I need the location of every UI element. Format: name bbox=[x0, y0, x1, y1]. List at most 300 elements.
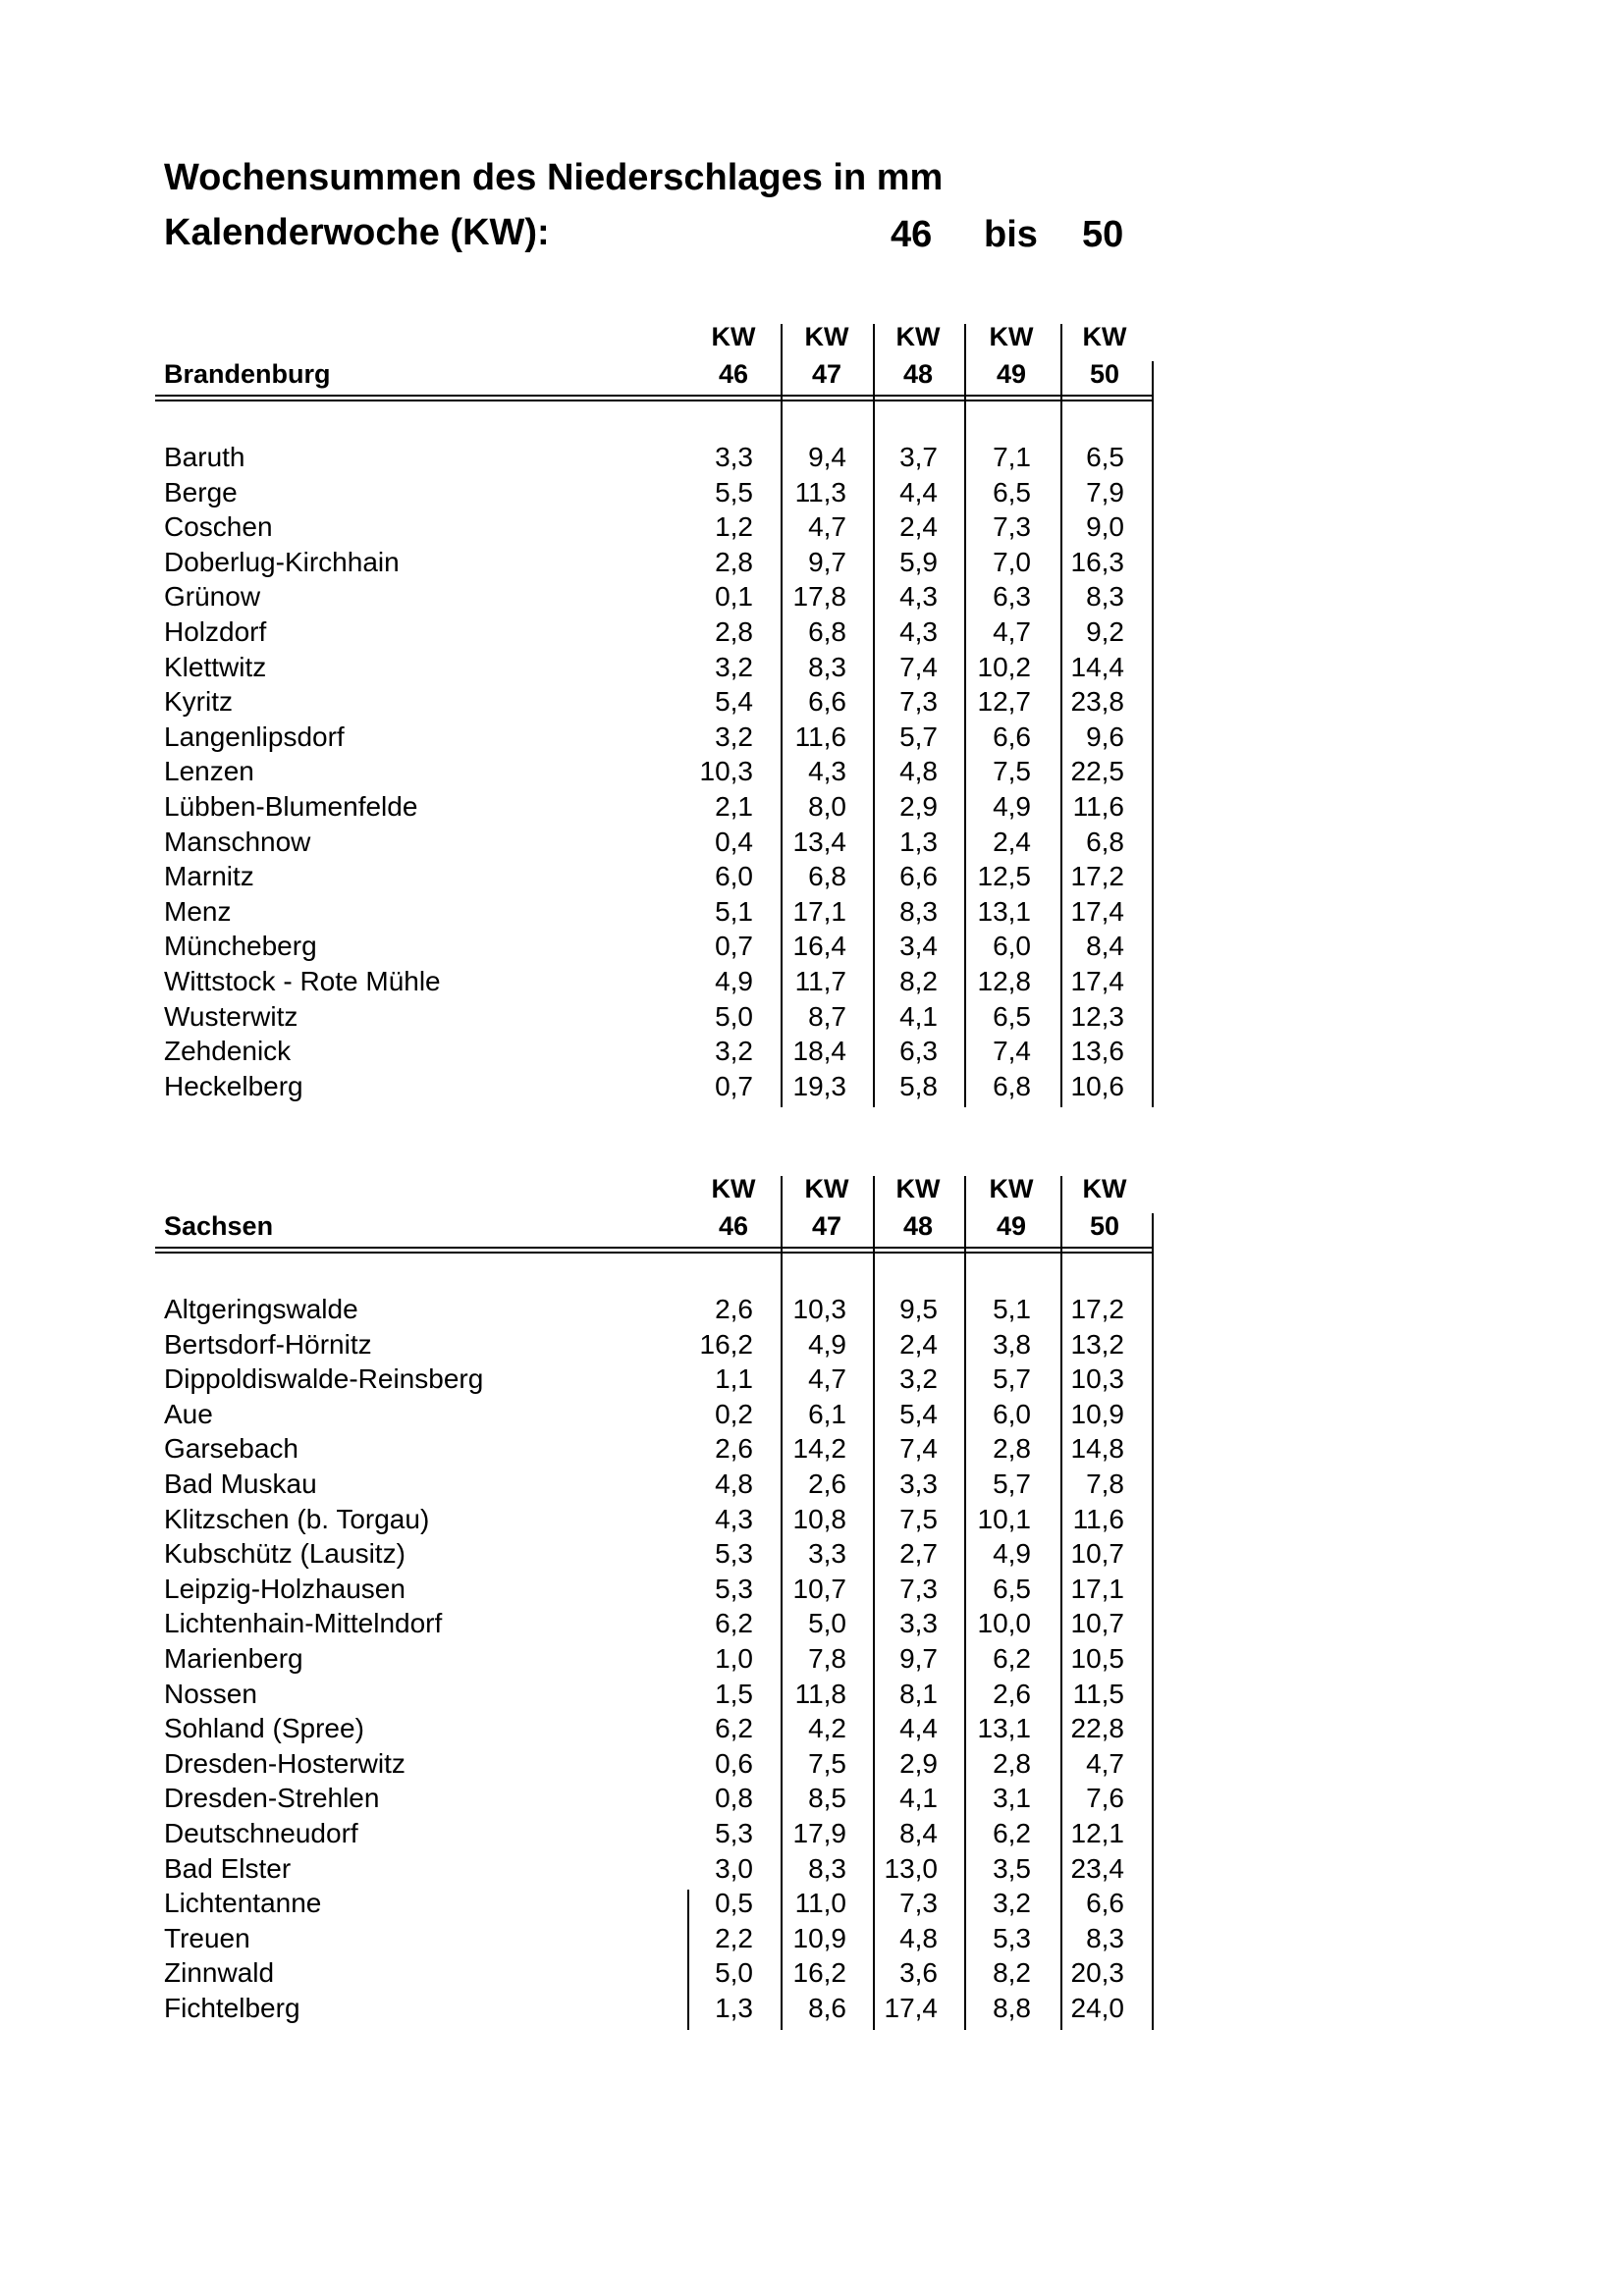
precipitation-value: 10,3 bbox=[792, 1294, 846, 1324]
precipitation-value: 5,0 bbox=[715, 1957, 753, 1989]
table-row bbox=[0, 1711, 1624, 1745]
precipitation-value: 6,2 bbox=[715, 1608, 753, 1639]
station-name: Altgeringswalde bbox=[164, 1294, 358, 1324]
station-name: Fichtelberg bbox=[164, 1993, 300, 2023]
precipitation-value: 17,4 bbox=[884, 1993, 938, 2023]
precipitation-value: 6,0 bbox=[993, 1398, 1031, 1429]
precipitation-value: 6,5 bbox=[993, 1000, 1031, 1032]
station-name: Leipzig-Holzhausen bbox=[164, 1573, 406, 1604]
precipitation-value: 8,0 bbox=[808, 791, 846, 822]
precipitation-value: 7,0 bbox=[993, 546, 1031, 577]
calendar-week-to: 50 bbox=[1082, 214, 1124, 255]
precipitation-value: 8,3 bbox=[1086, 1922, 1124, 1953]
precipitation-value: 10,3 bbox=[1070, 1363, 1124, 1395]
station-name: Lübben-Blumenfelde bbox=[164, 791, 418, 822]
station-name: Sohland (Spree) bbox=[164, 1713, 364, 1744]
precipitation-value: 7,6 bbox=[1086, 1783, 1124, 1814]
column-header-kw: KW bbox=[1082, 322, 1127, 351]
precipitation-value: 2,8 bbox=[993, 1433, 1031, 1465]
station-name: Heckelberg bbox=[164, 1070, 303, 1101]
precipitation-value: 17,4 bbox=[1070, 895, 1124, 927]
precipitation-value: 5,3 bbox=[715, 1818, 753, 1848]
precipitation-value: 5,3 bbox=[715, 1538, 753, 1570]
table-row bbox=[0, 825, 1624, 859]
table-row bbox=[0, 1069, 1624, 1103]
station-name: Kubschütz (Lausitz) bbox=[164, 1538, 406, 1570]
precipitation-value: 17,1 bbox=[792, 895, 846, 927]
precipitation-value: 4,1 bbox=[899, 1000, 938, 1032]
precipitation-value: 6,1 bbox=[808, 1398, 846, 1429]
table-row bbox=[0, 1955, 1624, 1990]
precipitation-value: 17,8 bbox=[792, 581, 846, 613]
table-row bbox=[0, 440, 1624, 474]
precipitation-value: 2,4 bbox=[899, 1328, 938, 1360]
precipitation-value: 6,5 bbox=[993, 476, 1031, 507]
precipitation-value: 4,7 bbox=[1086, 1747, 1124, 1779]
station-name: Wusterwitz bbox=[164, 1000, 298, 1032]
precipitation-value: 10,1 bbox=[977, 1503, 1031, 1534]
precipitation-value: 2,6 bbox=[715, 1294, 753, 1324]
station-name: Langenlipsdorf bbox=[164, 721, 345, 752]
station-name: Dresden-Hosterwitz bbox=[164, 1747, 406, 1779]
precipitation-value: 17,9 bbox=[792, 1818, 846, 1848]
header-rule bbox=[155, 400, 1152, 401]
table-row bbox=[0, 1327, 1624, 1362]
precipitation-value: 8,3 bbox=[899, 895, 938, 927]
precipitation-value: 22,8 bbox=[1070, 1713, 1124, 1744]
calendar-week-connector: bis bbox=[984, 214, 1038, 255]
column-header-week: 46 bbox=[718, 1211, 749, 1241]
station-name: Müncheberg bbox=[164, 931, 317, 962]
precipitation-value: 14,2 bbox=[792, 1433, 846, 1465]
precipitation-value: 4,7 bbox=[808, 1363, 846, 1395]
precipitation-value: 7,3 bbox=[899, 1888, 938, 1919]
precipitation-value: 4,8 bbox=[899, 1922, 938, 1953]
table-row bbox=[0, 1816, 1624, 1850]
precipitation-value: 13,1 bbox=[977, 1713, 1031, 1744]
precipitation-value: 2,2 bbox=[715, 1922, 753, 1953]
precipitation-value: 9,6 bbox=[1086, 721, 1124, 752]
table-row bbox=[0, 1781, 1624, 1815]
precipitation-value: 23,4 bbox=[1070, 1852, 1124, 1884]
precipitation-value: 4,9 bbox=[993, 791, 1031, 822]
precipitation-value: 8,2 bbox=[899, 966, 938, 996]
column-header-kw: KW bbox=[711, 1174, 756, 1203]
precipitation-value: 7,5 bbox=[899, 1503, 938, 1534]
precipitation-value: 8,3 bbox=[1086, 581, 1124, 613]
precipitation-value: 2,8 bbox=[715, 546, 753, 577]
station-name: Lichtentanne bbox=[164, 1888, 322, 1919]
precipitation-value: 4,2 bbox=[808, 1713, 846, 1744]
precipitation-value: 0,6 bbox=[715, 1747, 753, 1779]
station-name: Berge bbox=[164, 476, 238, 507]
column-header-week: 49 bbox=[996, 1211, 1027, 1241]
precipitation-value: 14,4 bbox=[1070, 651, 1124, 682]
station-name: Wittstock - Rote Mühle bbox=[164, 966, 441, 996]
precipitation-value: 6,2 bbox=[993, 1818, 1031, 1848]
precipitation-value: 5,3 bbox=[715, 1573, 753, 1604]
table-row bbox=[0, 964, 1624, 998]
table-row bbox=[0, 1641, 1624, 1676]
precipitation-value: 5,0 bbox=[808, 1608, 846, 1639]
station-name: Manschnow bbox=[164, 826, 311, 857]
precipitation-value: 5,1 bbox=[715, 895, 753, 927]
precipitation-value: 1,0 bbox=[715, 1643, 753, 1674]
table-row bbox=[0, 1851, 1624, 1886]
precipitation-value: 7,3 bbox=[899, 686, 938, 718]
precipitation-value: 7,5 bbox=[808, 1747, 846, 1779]
precipitation-value: 8,2 bbox=[993, 1957, 1031, 1989]
precipitation-value: 4,9 bbox=[993, 1538, 1031, 1570]
precipitation-value: 2,7 bbox=[899, 1538, 938, 1570]
precipitation-value: 10,7 bbox=[792, 1573, 846, 1604]
precipitation-value: 3,3 bbox=[899, 1468, 938, 1499]
precipitation-value: 7,5 bbox=[993, 756, 1031, 787]
precipitation-value: 3,2 bbox=[715, 651, 753, 682]
precipitation-value: 3,4 bbox=[899, 931, 938, 962]
precipitation-value: 11,6 bbox=[1072, 1503, 1124, 1534]
precipitation-value: 5,3 bbox=[993, 1922, 1031, 1953]
precipitation-value: 7,3 bbox=[899, 1573, 938, 1604]
table-row bbox=[0, 1746, 1624, 1781]
precipitation-value: 4,3 bbox=[715, 1503, 753, 1534]
calendar-week-from: 46 bbox=[891, 214, 933, 255]
precipitation-value: 1,5 bbox=[715, 1678, 753, 1709]
table-row bbox=[0, 1536, 1624, 1571]
precipitation-value: 7,8 bbox=[1086, 1468, 1124, 1499]
column-header-week: 47 bbox=[811, 1211, 842, 1241]
precipitation-value: 6,2 bbox=[715, 1713, 753, 1744]
precipitation-value: 13,0 bbox=[884, 1852, 938, 1884]
precipitation-value: 2,6 bbox=[715, 1433, 753, 1465]
table-row bbox=[0, 1886, 1624, 1920]
precipitation-value: 9,7 bbox=[808, 546, 846, 577]
precipitation-value: 0,5 bbox=[715, 1888, 753, 1919]
precipitation-value: 4,9 bbox=[715, 966, 753, 996]
precipitation-value: 9,7 bbox=[899, 1643, 938, 1674]
precipitation-value: 9,4 bbox=[808, 442, 846, 472]
table-row bbox=[0, 614, 1624, 649]
precipitation-value: 4,8 bbox=[715, 1468, 753, 1499]
precipitation-value: 10,0 bbox=[977, 1608, 1031, 1639]
precipitation-value: 11,0 bbox=[794, 1888, 846, 1919]
column-header-week: 46 bbox=[718, 359, 749, 389]
precipitation-value: 6,8 bbox=[808, 861, 846, 892]
table-row bbox=[0, 999, 1624, 1034]
column-header-kw: KW bbox=[804, 322, 849, 351]
station-name: Garsebach bbox=[164, 1433, 298, 1465]
precipitation-value: 1,1 bbox=[715, 1363, 753, 1395]
precipitation-value: 24,0 bbox=[1070, 1993, 1124, 2023]
precipitation-value: 2,9 bbox=[899, 791, 938, 822]
precipitation-value: 10,6 bbox=[1070, 1070, 1124, 1101]
table-row bbox=[0, 509, 1624, 544]
precipitation-value: 5,1 bbox=[993, 1294, 1031, 1324]
station-name: Klettwitz bbox=[164, 651, 267, 682]
precipitation-value: 4,3 bbox=[899, 616, 938, 647]
precipitation-value: 4,7 bbox=[993, 616, 1031, 647]
precipitation-value: 6,6 bbox=[808, 686, 846, 718]
precipitation-value: 0,7 bbox=[715, 931, 753, 962]
precipitation-value: 12,1 bbox=[1070, 1818, 1124, 1848]
precipitation-value: 11,7 bbox=[794, 966, 846, 996]
precipitation-value: 9,0 bbox=[1086, 511, 1124, 543]
precipitation-value: 16,4 bbox=[792, 931, 846, 962]
precipitation-value: 12,5 bbox=[977, 861, 1031, 892]
precipitation-value: 10,9 bbox=[1070, 1398, 1124, 1429]
precipitation-value: 6,8 bbox=[1086, 826, 1124, 857]
precipitation-value: 12,8 bbox=[977, 966, 1031, 996]
column-header-kw: KW bbox=[711, 322, 756, 351]
table-row bbox=[0, 1034, 1624, 1068]
precipitation-value: 5,9 bbox=[899, 546, 938, 577]
precipitation-value: 4,8 bbox=[899, 756, 938, 787]
precipitation-value: 3,3 bbox=[808, 1538, 846, 1570]
column-header-week: 50 bbox=[1089, 1211, 1120, 1241]
precipitation-value: 5,7 bbox=[993, 1363, 1031, 1395]
precipitation-value: 10,2 bbox=[977, 651, 1031, 682]
station-name: Doberlug-Kirchhain bbox=[164, 546, 400, 577]
precipitation-value: 7,3 bbox=[993, 511, 1031, 543]
precipitation-value: 13,1 bbox=[977, 895, 1031, 927]
station-name: Baruth bbox=[164, 442, 245, 472]
precipitation-value: 0,2 bbox=[715, 1398, 753, 1429]
table-row bbox=[0, 929, 1624, 963]
precipitation-value: 8,4 bbox=[1086, 931, 1124, 962]
precipitation-value: 2,4 bbox=[993, 826, 1031, 857]
precipitation-value: 6,8 bbox=[808, 616, 846, 647]
calendar-week-label: Kalenderwoche (KW): bbox=[164, 212, 550, 253]
precipitation-value: 10,7 bbox=[1070, 1608, 1124, 1639]
precipitation-value: 10,5 bbox=[1070, 1643, 1124, 1674]
column-header-week: 47 bbox=[811, 359, 842, 389]
column-header-week: 48 bbox=[902, 1211, 934, 1241]
column-header-week: 48 bbox=[902, 359, 934, 389]
table-row bbox=[0, 1431, 1624, 1466]
precipitation-value: 6,0 bbox=[993, 931, 1031, 962]
column-header-kw: KW bbox=[1082, 1174, 1127, 1203]
precipitation-value: 5,8 bbox=[899, 1070, 938, 1101]
precipitation-value: 4,1 bbox=[899, 1783, 938, 1814]
precipitation-value: 4,4 bbox=[899, 476, 938, 507]
precipitation-value: 0,8 bbox=[715, 1783, 753, 1814]
table-row bbox=[0, 1572, 1624, 1606]
table-row bbox=[0, 894, 1624, 929]
table-row bbox=[0, 1292, 1624, 1326]
table-row bbox=[0, 1502, 1624, 1536]
station-name: Bad Muskau bbox=[164, 1468, 317, 1499]
station-name: Deutschneudorf bbox=[164, 1818, 358, 1848]
precipitation-value: 6,2 bbox=[993, 1643, 1031, 1674]
precipitation-value: 2,8 bbox=[993, 1747, 1031, 1779]
precipitation-value: 3,2 bbox=[899, 1363, 938, 1395]
precipitation-value: 7,4 bbox=[993, 1036, 1031, 1067]
region-label: Brandenburg bbox=[164, 359, 331, 389]
precipitation-value: 14,8 bbox=[1070, 1433, 1124, 1465]
precipitation-value: 0,1 bbox=[715, 581, 753, 613]
precipitation-value: 4,3 bbox=[808, 756, 846, 787]
table-row bbox=[0, 754, 1624, 788]
table-row bbox=[0, 720, 1624, 754]
precipitation-value: 5,7 bbox=[899, 721, 938, 752]
precipitation-value: 4,3 bbox=[899, 581, 938, 613]
precipitation-value: 9,5 bbox=[899, 1294, 938, 1324]
table-row bbox=[0, 1606, 1624, 1640]
station-name: Grünow bbox=[164, 581, 261, 613]
header-rule bbox=[155, 1252, 1152, 1254]
precipitation-value: 6,0 bbox=[715, 861, 753, 892]
station-name: Zehdenick bbox=[164, 1036, 292, 1067]
precipitation-value: 11,5 bbox=[1072, 1678, 1124, 1709]
precipitation-value: 13,4 bbox=[792, 826, 846, 857]
station-name: Marnitz bbox=[164, 861, 254, 892]
precipitation-value: 3,2 bbox=[715, 1036, 753, 1067]
precipitation-value: 18,4 bbox=[792, 1036, 846, 1067]
column-header-kw: KW bbox=[895, 322, 941, 351]
precipitation-value: 3,1 bbox=[993, 1783, 1031, 1814]
precipitation-value: 4,4 bbox=[899, 1713, 938, 1744]
precipitation-value: 8,5 bbox=[808, 1783, 846, 1814]
precipitation-value: 5,4 bbox=[715, 686, 753, 718]
table-row bbox=[0, 650, 1624, 684]
precipitation-value: 2,4 bbox=[899, 511, 938, 543]
table-row bbox=[0, 1467, 1624, 1501]
column-header-kw: KW bbox=[989, 1174, 1034, 1203]
precipitation-value: 10,7 bbox=[1070, 1538, 1124, 1570]
precipitation-value: 2,8 bbox=[715, 616, 753, 647]
precipitation-value: 16,2 bbox=[792, 1957, 846, 1989]
precipitation-value: 12,3 bbox=[1070, 1000, 1124, 1032]
precipitation-value: 1,3 bbox=[715, 1993, 753, 2023]
precipitation-value: 4,7 bbox=[808, 511, 846, 543]
station-name: Aue bbox=[164, 1398, 213, 1429]
precipitation-value: 8,6 bbox=[808, 1993, 846, 2023]
station-name: Dippoldiswalde-Reinsberg bbox=[164, 1363, 484, 1395]
station-name: Lichtenhain-Mittelndorf bbox=[164, 1608, 443, 1639]
precipitation-value: 4,9 bbox=[808, 1328, 846, 1360]
precipitation-value: 0,4 bbox=[715, 826, 753, 857]
precipitation-value: 7,4 bbox=[899, 1433, 938, 1465]
precipitation-value: 23,8 bbox=[1070, 686, 1124, 718]
table-row bbox=[0, 545, 1624, 579]
precipitation-value: 7,8 bbox=[808, 1643, 846, 1674]
precipitation-value: 17,2 bbox=[1070, 1294, 1124, 1324]
precipitation-value: 6,6 bbox=[993, 721, 1031, 752]
station-name: Bad Elster bbox=[164, 1852, 292, 1884]
precipitation-value: 10,8 bbox=[792, 1503, 846, 1534]
precipitation-value: 3,7 bbox=[899, 442, 938, 472]
station-name: Lenzen bbox=[164, 756, 254, 787]
precipitation-value: 8,1 bbox=[899, 1678, 938, 1709]
precipitation-value: 0,7 bbox=[715, 1070, 753, 1101]
precipitation-value: 17,1 bbox=[1070, 1573, 1124, 1604]
station-name: Bertsdorf-Hörnitz bbox=[164, 1328, 372, 1360]
column-header-week: 50 bbox=[1089, 359, 1120, 389]
precipitation-value: 5,5 bbox=[715, 476, 753, 507]
precipitation-value: 3,3 bbox=[715, 442, 753, 472]
precipitation-value: 6,3 bbox=[899, 1036, 938, 1067]
precipitation-value: 10,9 bbox=[792, 1922, 846, 1953]
station-name: Coschen bbox=[164, 511, 273, 543]
precipitation-value: 7,9 bbox=[1086, 476, 1124, 507]
precipitation-value: 3,6 bbox=[899, 1957, 938, 1989]
precipitation-value: 20,3 bbox=[1070, 1957, 1124, 1989]
station-name: Klitzschen (b. Torgau) bbox=[164, 1503, 430, 1534]
precipitation-value: 1,3 bbox=[899, 826, 938, 857]
station-name: Nossen bbox=[164, 1678, 257, 1709]
precipitation-value: 10,3 bbox=[699, 756, 753, 787]
precipitation-value: 2,1 bbox=[715, 791, 753, 822]
column-header-kw: KW bbox=[895, 1174, 941, 1203]
column-header-kw: KW bbox=[804, 1174, 849, 1203]
precipitation-value: 3,5 bbox=[993, 1852, 1031, 1884]
table-row bbox=[0, 475, 1624, 509]
precipitation-value: 6,6 bbox=[1086, 1888, 1124, 1919]
precipitation-value: 1,2 bbox=[715, 511, 753, 543]
precipitation-value: 3,3 bbox=[899, 1608, 938, 1639]
column-header-week: 49 bbox=[996, 359, 1027, 389]
precipitation-value: 16,2 bbox=[699, 1328, 753, 1360]
precipitation-value: 5,4 bbox=[899, 1398, 938, 1429]
page-title: Wochensummen des Niederschlages in mm bbox=[164, 157, 944, 198]
table-row bbox=[0, 789, 1624, 824]
station-name: Zinnwald bbox=[164, 1957, 275, 1989]
precipitation-value: 3,2 bbox=[993, 1888, 1031, 1919]
table-row bbox=[0, 1397, 1624, 1431]
precipitation-value: 22,5 bbox=[1070, 756, 1124, 787]
table-row bbox=[0, 579, 1624, 614]
table-row bbox=[0, 1921, 1624, 1955]
precipitation-value: 19,3 bbox=[792, 1070, 846, 1101]
precipitation-value: 8,4 bbox=[899, 1818, 938, 1848]
precipitation-value: 2,6 bbox=[808, 1468, 846, 1499]
station-name: Dresden-Strehlen bbox=[164, 1783, 380, 1814]
precipitation-value: 11,8 bbox=[794, 1678, 846, 1709]
table-row bbox=[0, 859, 1624, 893]
precipitation-value: 17,2 bbox=[1070, 861, 1124, 892]
station-name: Holzdorf bbox=[164, 616, 267, 647]
precipitation-value: 11,3 bbox=[794, 476, 846, 507]
table-row bbox=[0, 684, 1624, 719]
precipitation-value: 6,6 bbox=[899, 861, 938, 892]
precipitation-value: 2,9 bbox=[899, 1747, 938, 1779]
precipitation-value: 5,7 bbox=[993, 1468, 1031, 1499]
precipitation-value: 7,1 bbox=[993, 442, 1031, 472]
precipitation-value: 8,7 bbox=[808, 1000, 846, 1032]
precipitation-value: 6,5 bbox=[1086, 442, 1124, 472]
precipitation-value: 11,6 bbox=[794, 721, 846, 752]
precipitation-value: 16,3 bbox=[1070, 546, 1124, 577]
precipitation-value: 5,0 bbox=[715, 1000, 753, 1032]
table-row bbox=[0, 1991, 1624, 2025]
header-rule bbox=[155, 395, 1152, 397]
table-row bbox=[0, 1362, 1624, 1396]
precipitation-value: 6,3 bbox=[993, 581, 1031, 613]
precipitation-value: 2,6 bbox=[993, 1678, 1031, 1709]
precipitation-value: 8,3 bbox=[808, 651, 846, 682]
precipitation-value: 3,8 bbox=[993, 1328, 1031, 1360]
precipitation-value: 6,5 bbox=[993, 1573, 1031, 1604]
region-label: Sachsen bbox=[164, 1211, 274, 1241]
precipitation-value: 17,4 bbox=[1070, 966, 1124, 996]
precipitation-value: 12,7 bbox=[977, 686, 1031, 718]
station-name: Marienberg bbox=[164, 1643, 303, 1674]
precipitation-value: 7,4 bbox=[899, 651, 938, 682]
station-name: Menz bbox=[164, 895, 232, 927]
table-row bbox=[0, 1677, 1624, 1711]
column-header-kw: KW bbox=[989, 322, 1034, 351]
station-name: Kyritz bbox=[164, 686, 233, 718]
